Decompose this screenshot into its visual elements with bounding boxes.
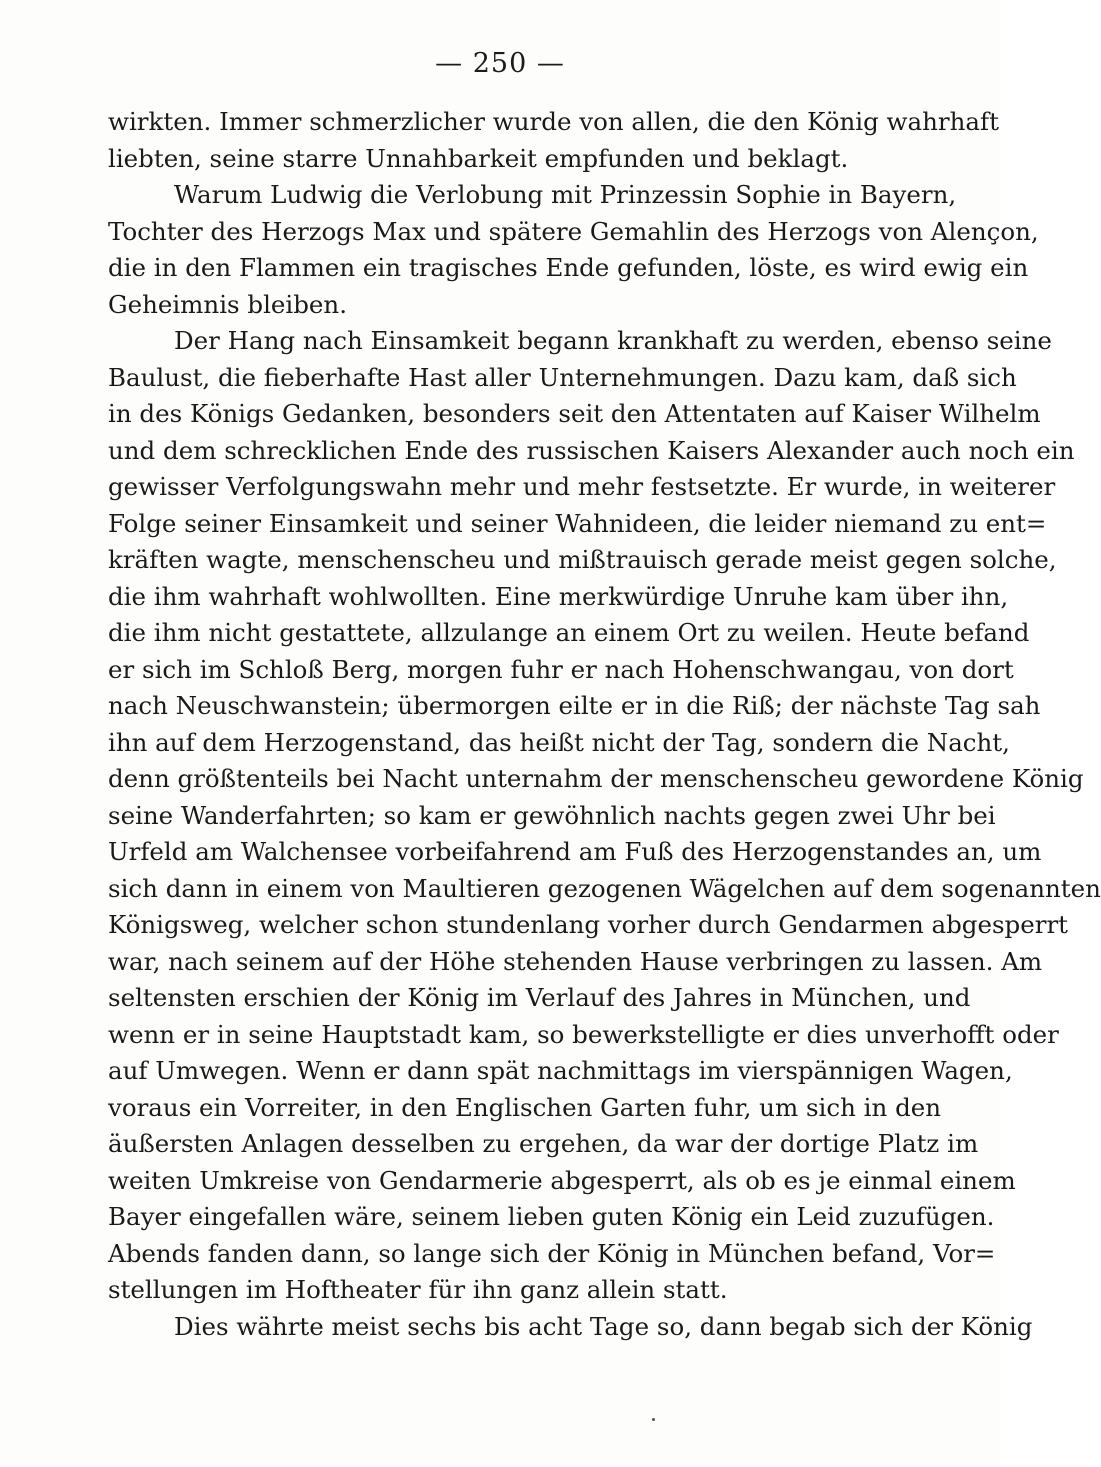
- text-line: Abends fanden dann, so lange sich der König in München befand, Vor=: [108, 1238, 996, 1268]
- text-line: und dem schrecklichen Ende des russischen Kaisers Alexander auch noch ein: [108, 435, 1075, 465]
- text-line: äußersten Anlagen desselben zu ergehen, da war der dortige Platz im: [108, 1129, 979, 1158]
- print-speck: [652, 1418, 655, 1421]
- paragraph-start-line: Dies währte meist sechs bis acht Tage so, dann begab sich der König: [174, 1311, 1033, 1341]
- text-line: voraus ein Vorreiter, in den Englischen Garten fuhr, um sich in den: [108, 1092, 942, 1122]
- paragraph-end-line: liebten, seine starre Unnahbarkeit empfunden und beklagt.: [108, 143, 849, 173]
- text-line: die ihm wahrhaft wohlwollten. Eine merkwürdige Unruhe kam über ihn,: [108, 581, 1009, 611]
- text-line: sich dann in einem von Maultieren gezogenen Wägelchen auf dem sogenannten: [108, 873, 1101, 903]
- paragraph-start-line: Warum Ludwig die Verlobung mit Prinzessin Sophie in Bayern,: [174, 180, 957, 209]
- text-line: war, nach seinem auf der Höhe stehenden Hause verbringen zu lassen. Am: [108, 946, 1043, 976]
- text-line: er sich im Schloß Berg, morgen fuhr er nach Hohenschwangau, von dort: [108, 654, 1014, 684]
- page-number: — 250 —: [435, 48, 565, 79]
- text-line: Folge seiner Einsamkeit und seiner Wahnideen, die leider niemand zu ent=: [108, 508, 1047, 538]
- text-line: nach Neuschwanstein; übermorgen eilte er in die Riß; der nächste Tag sah: [108, 691, 1041, 720]
- text-line: auf Umwegen. Wenn er dann spät nachmittags im vierspännigen Wagen,: [108, 1056, 1013, 1085]
- paragraph-end-line: stellungen im Hoftheater für ihn ganz allein statt.: [108, 1275, 728, 1304]
- text-line: seltensten erschien der König im Verlauf des Jahres in München, und: [108, 983, 971, 1012]
- text-line: kräften wagte, menschenscheu und mißtrauisch gerade meist gegen solche,: [108, 545, 1057, 574]
- paragraph-end-line: Geheimnis bleiben.: [108, 289, 347, 319]
- text-line: gewisser Verfolgungswahn mehr und mehr festsetzte. Er wurde, in weiterer: [108, 472, 1056, 501]
- body-text: [108, 104, 1101, 1345]
- text-line: wenn er in seine Hauptstadt kam, so bewerkstelligte er dies unverhofft oder: [108, 1019, 1059, 1049]
- text-line: ihn auf dem Herzogenstand, das heißt nicht der Tag, sondern die Nacht,: [108, 727, 1010, 757]
- paragraph-start-line: Der Hang nach Einsamkeit begann krankhaft zu werden, ebenso seine: [174, 326, 1052, 355]
- text-line: Königsweg, welcher schon stundenlang vorher durch Gendarmen abgesperrt: [108, 910, 1069, 939]
- text-line: denn größtenteils bei Nacht unternahm der menschenscheu gewordene König: [108, 764, 1084, 793]
- text-line: die in den Flammen ein tragisches Ende gefunden, löste, es wird ewig ein: [108, 253, 1029, 282]
- text-line: in des Königs Gedanken, besonders seit den Attentaten auf Kaiser Wilhelm: [108, 399, 1041, 428]
- text-line: wirkten. Immer schmerzlicher wurde von allen, die den König wahrhaft: [108, 107, 999, 136]
- text-line: Tochter des Herzogs Max und spätere Gemahlin des Herzogs von Alençon,: [108, 216, 1039, 246]
- text-line: weiten Umkreise von Gendarmerie abgesperrt, als ob es je einmal einem: [108, 1165, 1016, 1195]
- text-line: die ihm nicht gestattete, allzulange an einem Ort zu weilen. Heute befand: [108, 618, 1030, 647]
- text-line: seine Wanderfahrten; so kam er gewöhnlich nachts gegen zwei Uhr bei: [108, 800, 996, 830]
- text-line: Baulust, die fieberhafte Hast aller Unternehmungen. Dazu kam, daß sich: [108, 362, 1017, 392]
- text-line: Bayer eingefallen wäre, seinem lieben guten König ein Leid zuzufügen.: [108, 1202, 995, 1231]
- text-line: Urfeld am Walchensee vorbeifahrend am Fuß des Herzogenstandes an, um: [108, 837, 1042, 866]
